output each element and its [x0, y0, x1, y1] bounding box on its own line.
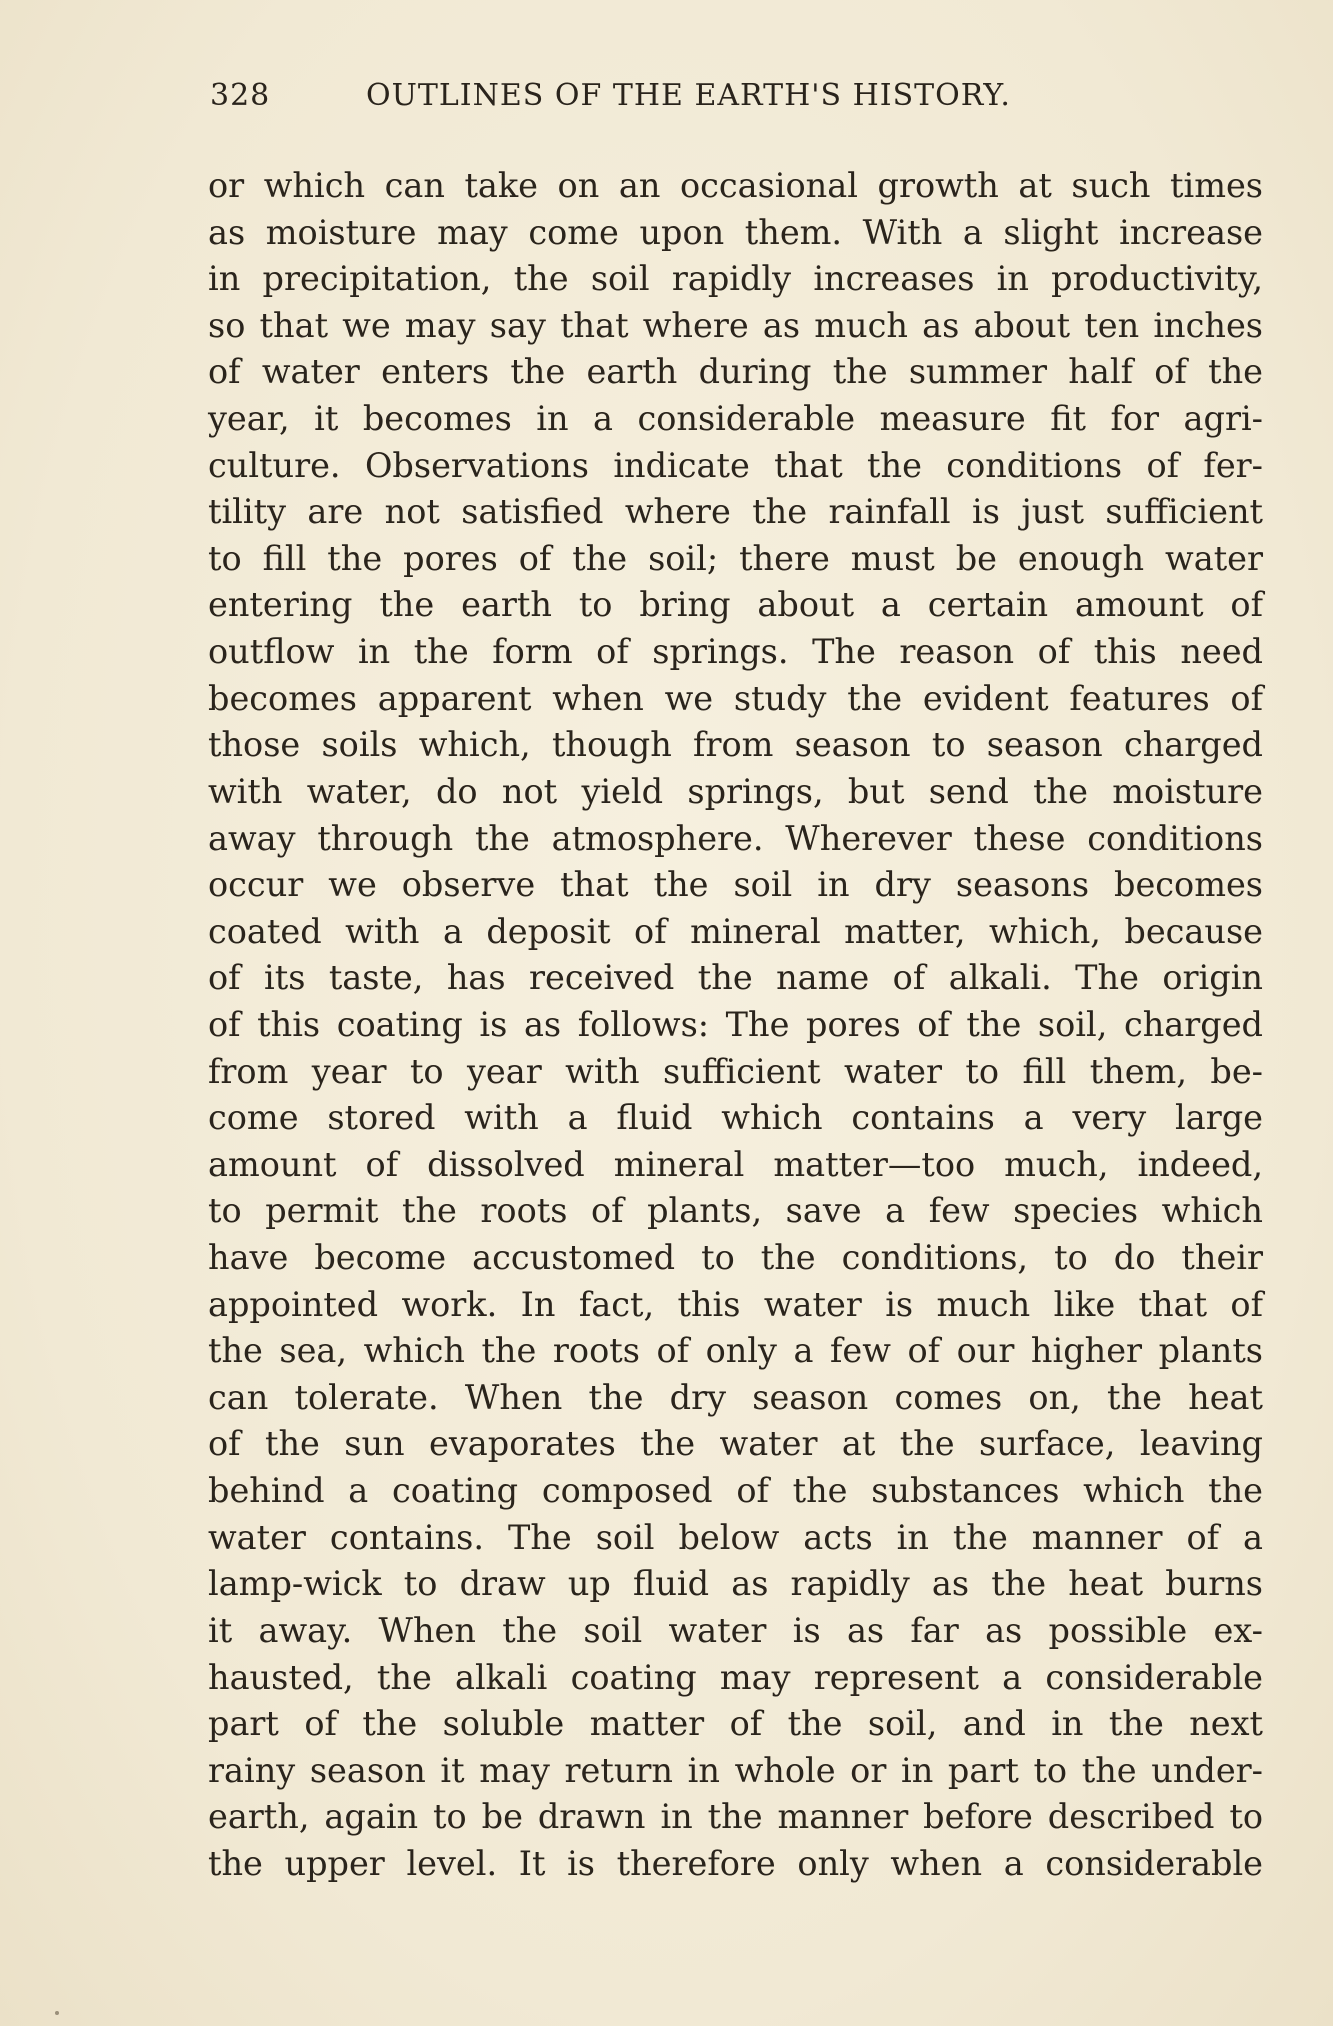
text-line: outflow in the form of springs. The reason of this need	[208, 632, 1263, 672]
text-line: with water, do not yield springs, but send the moisture	[208, 771, 1263, 811]
text-line: to fill the pores of the soil; there must be enough water	[208, 538, 1263, 578]
text-line: have become accustomed to the conditions, to do their	[208, 1238, 1263, 1278]
text-line: becomes apparent when we study the evident features of	[208, 678, 1263, 718]
text-line: from year to year with sufficient water to fill them, be-	[208, 1051, 1263, 1091]
text-line: tility are not satisfied where the rainfall is just sufficient	[208, 492, 1263, 532]
body-text	[208, 163, 1263, 1888]
text-line: hausted, the alkali coating may represent a considerable	[208, 1657, 1263, 1697]
text-line: away through the atmosphere. Wherever these conditions	[208, 818, 1263, 858]
text-line: earth, again to be drawn in the manner before described to	[208, 1797, 1263, 1837]
text-line: of its taste, has received the name of alkali. The origin	[208, 958, 1263, 998]
text-line: year, it becomes in a considerable measure fit for agri-	[208, 399, 1263, 439]
text-line: culture. Observations indicate that the conditions of fer-	[208, 445, 1263, 485]
text-line: come stored with a fluid which contains a very large	[208, 1098, 1263, 1138]
text-line: so that we may say that where as much as about ten inches	[208, 305, 1263, 345]
text-line: occur we observe that the soil in dry seasons becomes	[208, 865, 1263, 905]
page-header	[210, 72, 1115, 122]
text-line: water contains. The soil below acts in the manner of a	[208, 1517, 1263, 1557]
text-line: appointed work. In fact, this water is much like that of	[208, 1284, 1263, 1324]
text-line: behind a coating composed of the substances which the	[208, 1471, 1263, 1511]
text-line: as moisture may come upon them. With a slight increase	[208, 212, 1263, 252]
text-line: entering the earth to bring about a certain amount of	[208, 585, 1263, 625]
text-line: of water enters the earth during the summer half of the	[208, 352, 1263, 392]
text-line: of the sun evaporates the water at the surface, leaving	[208, 1424, 1263, 1464]
text-line: or which can take on an occasional growth at such times	[208, 166, 1263, 205]
running-head: OUTLINES OF THE EARTH'S HISTORY.	[366, 78, 1011, 113]
text-line: it away. When the soil water is as far as possible ex-	[208, 1610, 1263, 1650]
text-line: part of the soluble matter of the soil, and in the next	[208, 1704, 1263, 1744]
text-line: the sea, which the roots of only a few of our higher plants	[208, 1331, 1263, 1371]
text-line: amount of dissolved mineral matter—too much, indeed,	[208, 1144, 1263, 1184]
text-line: rainy season it may return in whole or in part to the under-	[208, 1750, 1263, 1790]
text-line: of this coating is as follows: The pores of the soil, charged	[208, 1004, 1263, 1044]
page-number: 328	[210, 78, 271, 113]
text-line: to permit the roots of plants, save a few species which	[208, 1191, 1263, 1231]
text-line: can tolerate. When the dry season comes on, the heat	[208, 1377, 1263, 1417]
text-line: coated with a deposit of mineral matter, which, because	[208, 911, 1263, 951]
paper-speck	[55, 2011, 59, 2015]
text-line: lamp-wick to draw up fluid as rapidly as the heat burns	[208, 1564, 1263, 1604]
text-line: those soils which, though from season to season charged	[208, 725, 1263, 765]
text-line: in precipitation, the soil rapidly increases in productivity,	[208, 259, 1263, 299]
text-line: the upper level. It is therefore only when a considerable	[208, 1843, 1263, 1883]
